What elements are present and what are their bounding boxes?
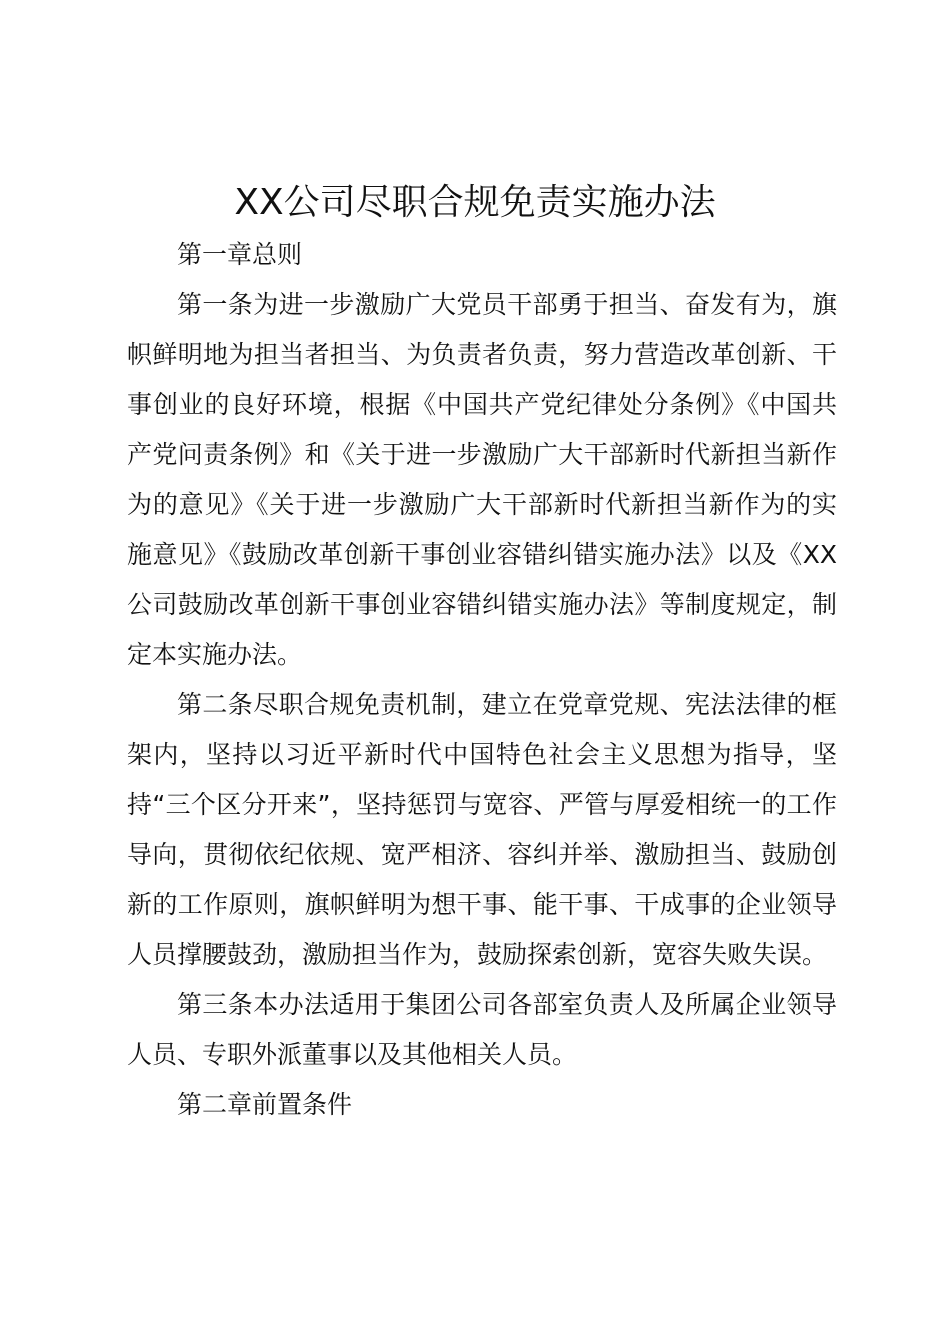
document-title: XX公司尽职合规免责实施办法 (234, 182, 716, 223)
article-paragraph: 第二条尽职合规免责机制，建立在党章党规、宪法法律的框架内，坚持以习近平新时代中国特色社会主义思想为指导，坚持“三个区分开来”，坚持惩罚与宽容、严管与厚爱相统一的工作导向，贯彻依纪依规、宽严相济、容纠并举、激励担当、鼓励创新的工作原则，旗帜鲜明为想干事、能干事、干成事的企业领导人员撑腰鼓劲，激励担当作为，鼓励探索创新，宽容失败失误。 (127, 690, 837, 969)
article-paragraph: 第三条本办法适用于集团公司各部室负责人及所属企业领导人员、专职外派董事以及其他相关人员。 (127, 990, 837, 1069)
chapter-heading: 第一章总则 (177, 240, 303, 269)
article-paragraph: 第一条为进一步激励广大党员干部勇于担当、奋发有为，旗帜鲜明地为担当者担当、为负责者负责，努力营造改革创新、干事创业的良好环境，根据《中国共产党纪律处分条例》《中国共产党问责条例》和《关于进一步激励广大干部新时代新担当新作为的意见》《关于进一步激励广大干部新时代新担当新作为的实施意见》《鼓励改革创新干事创业容错纠错实施办法》以及《XX公司鼓励改革创新干事创业容错纠错实施办法》等制度规定，制定本实施办法。 (127, 290, 837, 669)
document-body (127, 230, 837, 1130)
chapter-heading: 第二章前置条件 (177, 1090, 353, 1119)
